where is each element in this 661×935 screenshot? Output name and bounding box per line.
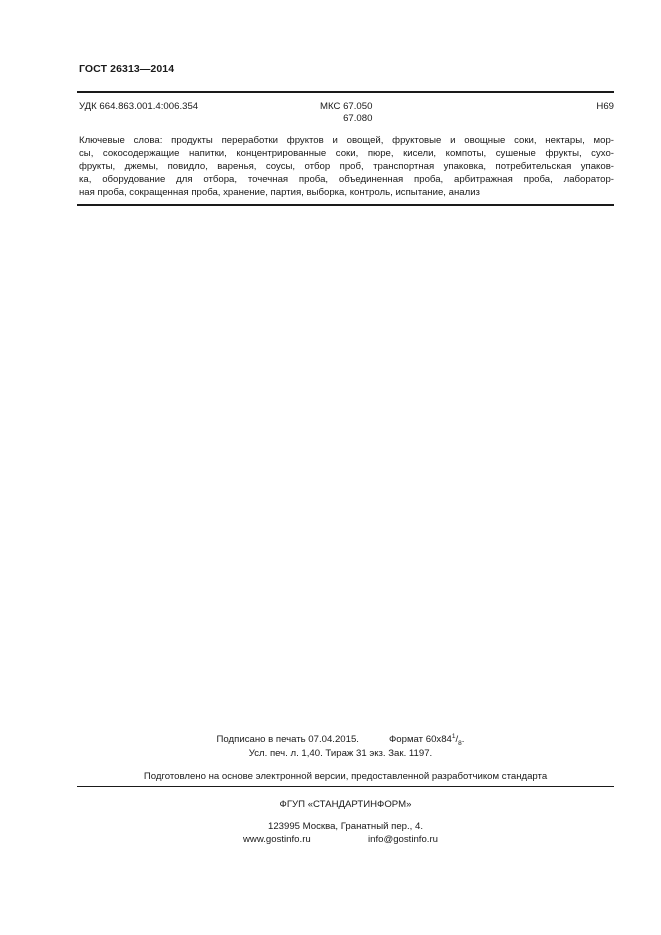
- keywords-line: ная проба, сокращенная проба, хранение, партия, выборка, контроль, испытание, анализ: [79, 187, 480, 198]
- mks-code-primary: МКС 67.050: [320, 101, 373, 112]
- publisher-contacts: [243, 834, 439, 845]
- keywords-line: сы, сокосодержащие напитки, концентрированные соки, пюре, кисели, компоты, сушеные фрукты, сухо-: [79, 148, 614, 159]
- keywords-block: [79, 134, 614, 199]
- imprint-line-1: [10, 733, 661, 746]
- imprint-line-2: Усл. печ. л. 1,40. Тираж 31 экз. Зак. 1197.: [248, 748, 433, 759]
- okс-group-code: Н69: [596, 101, 614, 112]
- mks-codes: [320, 101, 372, 125]
- paper-format: Формат $60х84^1/_8$.: [388, 732, 465, 747]
- keywords-line: фрукты, джемы, повидло, варенья, соусы, отбор проб, транспортная упаковка, потребительская упаков-: [79, 161, 614, 172]
- standard-code: ГОСТ 26313—2014: [79, 63, 175, 75]
- keywords-line: ка, оборудование для отбора, точечная проба, объединенная проба, арбитражная проба, лаборатор-: [79, 174, 614, 185]
- mks-code-secondary: 67.080: [343, 113, 373, 124]
- top-divider: [77, 91, 614, 93]
- keywords-line: Ключевые слова: продукты переработки фруктов и овощей, фруктовые и овощные соки, нектары, мор-: [79, 135, 614, 146]
- footer-divider: [77, 786, 614, 787]
- publisher-name: ФГУП «СТАНДАРТИНФОРМ»: [279, 799, 412, 810]
- email-link[interactable]: info@gostinfo.ru: [368, 834, 439, 845]
- prepared-note: Подготовлено на основе электронной версии, предоставленной разработчиком стандарта: [143, 771, 548, 782]
- publisher-address: 123995 Москва, Гранатный пер., 4.: [268, 821, 423, 832]
- signed-date: Подписано в печать 07.04.2015.: [216, 734, 359, 745]
- udk-code: УДК 664.863.001.4:006.354: [79, 101, 199, 112]
- website-link[interactable]: www.gostinfo.ru: [243, 834, 311, 845]
- keywords-divider: [77, 204, 614, 206]
